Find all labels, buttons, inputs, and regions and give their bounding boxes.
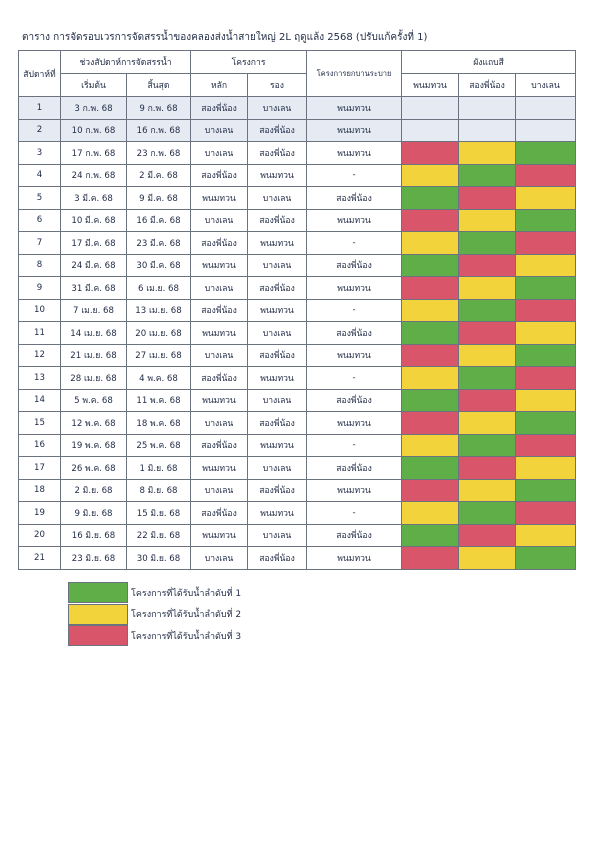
main-project-cell: สองพี่น้อง <box>191 367 248 390</box>
end-date-cell: 8 มิ.ย. 68 <box>127 479 191 502</box>
end-date-cell: 13 เม.ย. 68 <box>127 299 191 322</box>
color-cell-phanom-thuan <box>402 119 459 142</box>
secondary-project-cell: พนมทวน <box>248 434 307 457</box>
legend-label: โครงการที่ได้รับน้ำลำดับที่ 1 <box>131 588 242 599</box>
color-cell-song-phi-nong <box>459 524 516 547</box>
color-cell-phanom-thuan <box>402 434 459 457</box>
main-project-cell: สองพี่น้อง <box>191 164 248 187</box>
color-cell-song-phi-nong <box>459 142 516 165</box>
secondary-project-cell: สองพี่น้อง <box>248 209 307 232</box>
color-cell-song-phi-nong <box>459 209 516 232</box>
table-row <box>19 277 576 300</box>
legend-item <box>68 604 241 626</box>
page-title: ตาราง การจัดรอบเวรการจัดสรรน้ำของคลองส่งน้ำสายใหญ่ 2L ฤดูแล้ง 2568 (ปรับแก้ครั้งที่ 1) <box>22 32 428 43</box>
color-cell-song-phi-nong <box>459 412 516 435</box>
week-cell: 8 <box>19 254 61 277</box>
color-cell-bang-len <box>516 209 576 232</box>
color-cell-bang-len <box>516 277 576 300</box>
end-date-cell: 1 มิ.ย. 68 <box>127 457 191 480</box>
color-cell-phanom-thuan <box>402 502 459 525</box>
week-cell: 5 <box>19 187 61 210</box>
color-cell-bang-len <box>516 547 576 570</box>
drainage-project-cell: พนมทวน <box>307 277 402 300</box>
week-cell: 13 <box>19 367 61 390</box>
secondary-project-cell: บางเลน <box>248 187 307 210</box>
start-date-cell: 17 มี.ค. 68 <box>61 232 127 255</box>
color-cell-song-phi-nong <box>459 457 516 480</box>
week-cell: 10 <box>19 299 61 322</box>
table-row <box>19 367 576 390</box>
start-date-cell: 7 เม.ย. 68 <box>61 299 127 322</box>
secondary-project-cell: บางเลน <box>248 97 307 120</box>
drainage-project-cell: - <box>307 232 402 255</box>
end-date-cell: 2 มี.ค. 68 <box>127 164 191 187</box>
start-date-cell: 19 พ.ค. 68 <box>61 434 127 457</box>
week-cell: 20 <box>19 524 61 547</box>
legend-swatch <box>68 625 128 646</box>
color-cell-song-phi-nong <box>459 322 516 345</box>
start-date-cell: 26 พ.ค. 68 <box>61 457 127 480</box>
table-row <box>19 187 576 210</box>
secondary-project-cell: บางเลน <box>248 524 307 547</box>
color-cell-song-phi-nong <box>459 367 516 390</box>
table-row <box>19 524 576 547</box>
start-date-cell: 2 มิ.ย. 68 <box>61 479 127 502</box>
color-cell-bang-len <box>516 367 576 390</box>
header-main: หลัก <box>191 74 248 97</box>
color-cell-bang-len <box>516 232 576 255</box>
color-cell-phanom-thuan <box>402 412 459 435</box>
color-cell-song-phi-nong <box>459 299 516 322</box>
week-cell: 12 <box>19 344 61 367</box>
secondary-project-cell: พนมทวน <box>248 232 307 255</box>
drainage-project-cell: - <box>307 434 402 457</box>
secondary-project-cell: สองพี่น้อง <box>248 119 307 142</box>
week-cell: 9 <box>19 277 61 300</box>
header-zone-phanom-thuan: พนมทวน <box>402 74 459 97</box>
main-project-cell: บางเลน <box>191 209 248 232</box>
main-project-cell: สองพี่น้อง <box>191 232 248 255</box>
week-cell: 17 <box>19 457 61 480</box>
end-date-cell: 23 ก.พ. 68 <box>127 142 191 165</box>
color-cell-song-phi-nong <box>459 119 516 142</box>
drainage-project-cell: พนมทวน <box>307 344 402 367</box>
secondary-project-cell: บางเลน <box>248 322 307 345</box>
end-date-cell: 6 เม.ย. 68 <box>127 277 191 300</box>
color-cell-phanom-thuan <box>402 164 459 187</box>
color-cell-phanom-thuan <box>402 322 459 345</box>
header-color-band: ผังแถบสี <box>402 51 576 74</box>
table-row <box>19 412 576 435</box>
drainage-project-cell: - <box>307 367 402 390</box>
week-cell: 1 <box>19 97 61 120</box>
color-cell-song-phi-nong <box>459 434 516 457</box>
legend-item <box>68 625 241 647</box>
color-cell-bang-len <box>516 97 576 120</box>
drainage-project-cell: สองพี่น้อง <box>307 524 402 547</box>
week-cell: 18 <box>19 479 61 502</box>
table-row <box>19 322 576 345</box>
table-row <box>19 97 576 120</box>
color-cell-phanom-thuan <box>402 254 459 277</box>
week-cell: 14 <box>19 389 61 412</box>
end-date-cell: 9 ก.พ. 68 <box>127 97 191 120</box>
color-cell-phanom-thuan <box>402 232 459 255</box>
main-project-cell: พนมทวน <box>191 457 248 480</box>
start-date-cell: 24 ก.พ. 68 <box>61 164 127 187</box>
week-cell: 3 <box>19 142 61 165</box>
secondary-project-cell: สองพี่น้อง <box>248 547 307 570</box>
end-date-cell: 22 มิ.ย. 68 <box>127 524 191 547</box>
start-date-cell: 10 ก.พ. 68 <box>61 119 127 142</box>
main-project-cell: สองพี่น้อง <box>191 299 248 322</box>
color-cell-song-phi-nong <box>459 232 516 255</box>
color-cell-bang-len <box>516 299 576 322</box>
color-cell-song-phi-nong <box>459 277 516 300</box>
legend-item <box>68 582 241 604</box>
color-cell-phanom-thuan <box>402 209 459 232</box>
main-project-cell: บางเลน <box>191 412 248 435</box>
color-cell-song-phi-nong <box>459 187 516 210</box>
color-cell-song-phi-nong <box>459 479 516 502</box>
color-cell-phanom-thuan <box>402 367 459 390</box>
drainage-project-cell: สองพี่น้อง <box>307 322 402 345</box>
week-cell: 11 <box>19 322 61 345</box>
week-cell: 2 <box>19 119 61 142</box>
table-row <box>19 142 576 165</box>
color-cell-bang-len <box>516 434 576 457</box>
week-cell: 16 <box>19 434 61 457</box>
header-drainage: โครงการยกบานระบาย <box>307 51 402 97</box>
color-cell-song-phi-nong <box>459 547 516 570</box>
drainage-project-cell: พนมทวน <box>307 547 402 570</box>
header-week: สัปดาห์ที่ <box>19 51 61 97</box>
color-cell-bang-len <box>516 457 576 480</box>
drainage-project-cell: พนมทวน <box>307 142 402 165</box>
color-cell-bang-len <box>516 164 576 187</box>
header-start: เริ่มต้น <box>61 74 127 97</box>
color-cell-bang-len <box>516 254 576 277</box>
main-project-cell: พนมทวน <box>191 187 248 210</box>
end-date-cell: 16 มี.ค. 68 <box>127 209 191 232</box>
secondary-project-cell: สองพี่น้อง <box>248 344 307 367</box>
secondary-project-cell: สองพี่น้อง <box>248 479 307 502</box>
color-cell-song-phi-nong <box>459 502 516 525</box>
main-project-cell: สองพี่น้อง <box>191 502 248 525</box>
secondary-project-cell: บางเลน <box>248 254 307 277</box>
main-project-cell: สองพี่น้อง <box>191 434 248 457</box>
start-date-cell: 12 พ.ค. 68 <box>61 412 127 435</box>
start-date-cell: 21 เม.ย. 68 <box>61 344 127 367</box>
table-row <box>19 299 576 322</box>
color-cell-phanom-thuan <box>402 277 459 300</box>
drainage-project-cell: พนมทวน <box>307 412 402 435</box>
drainage-project-cell: สองพี่น้อง <box>307 254 402 277</box>
main-project-cell: พนมทวน <box>191 254 248 277</box>
end-date-cell: 30 มิ.ย. 68 <box>127 547 191 570</box>
header-zone-bang-len: บางเลน <box>516 74 576 97</box>
color-legend <box>68 582 241 647</box>
legend-swatch <box>68 582 128 603</box>
start-date-cell: 3 มี.ค. 68 <box>61 187 127 210</box>
end-date-cell: 20 เม.ย. 68 <box>127 322 191 345</box>
end-date-cell: 18 พ.ค. 68 <box>127 412 191 435</box>
color-cell-phanom-thuan <box>402 547 459 570</box>
color-cell-song-phi-nong <box>459 254 516 277</box>
start-date-cell: 24 มี.ค. 68 <box>61 254 127 277</box>
legend-swatch <box>68 604 128 625</box>
color-cell-bang-len <box>516 344 576 367</box>
color-cell-phanom-thuan <box>402 97 459 120</box>
color-cell-bang-len <box>516 524 576 547</box>
color-cell-bang-len <box>516 502 576 525</box>
color-cell-song-phi-nong <box>459 389 516 412</box>
secondary-project-cell: สองพี่น้อง <box>248 277 307 300</box>
main-project-cell: บางเลน <box>191 142 248 165</box>
week-cell: 4 <box>19 164 61 187</box>
table-row <box>19 457 576 480</box>
drainage-project-cell: พนมทวน <box>307 209 402 232</box>
main-project-cell: พนมทวน <box>191 524 248 547</box>
start-date-cell: 28 เม.ย. 68 <box>61 367 127 390</box>
header-secondary: รอง <box>248 74 307 97</box>
header-end: สิ้นสุด <box>127 74 191 97</box>
drainage-project-cell: สองพี่น้อง <box>307 187 402 210</box>
week-cell: 21 <box>19 547 61 570</box>
table-row <box>19 502 576 525</box>
start-date-cell: 5 พ.ค. 68 <box>61 389 127 412</box>
color-cell-bang-len <box>516 479 576 502</box>
main-project-cell: บางเลน <box>191 479 248 502</box>
secondary-project-cell: พนมทวน <box>248 502 307 525</box>
legend-label: โครงการที่ได้รับน้ำลำดับที่ 3 <box>131 631 242 642</box>
table-row <box>19 434 576 457</box>
header-period: ช่วงสัปดาห์การจัดสรรน้ำ <box>61 51 191 74</box>
start-date-cell: 3 ก.พ. 68 <box>61 97 127 120</box>
main-project-cell: บางเลน <box>191 277 248 300</box>
end-date-cell: 23 มี.ค. 68 <box>127 232 191 255</box>
table-row <box>19 164 576 187</box>
color-cell-song-phi-nong <box>459 344 516 367</box>
end-date-cell: 4 พ.ค. 68 <box>127 367 191 390</box>
end-date-cell: 27 เม.ย. 68 <box>127 344 191 367</box>
secondary-project-cell: บางเลน <box>248 457 307 480</box>
start-date-cell: 9 มิ.ย. 68 <box>61 502 127 525</box>
secondary-project-cell: พนมทวน <box>248 164 307 187</box>
end-date-cell: 30 มี.ค. 68 <box>127 254 191 277</box>
table-row <box>19 344 576 367</box>
main-project-cell: พนมทวน <box>191 389 248 412</box>
main-project-cell: สองพี่น้อง <box>191 97 248 120</box>
week-cell: 19 <box>19 502 61 525</box>
end-date-cell: 11 พ.ค. 68 <box>127 389 191 412</box>
color-cell-song-phi-nong <box>459 164 516 187</box>
color-cell-bang-len <box>516 389 576 412</box>
end-date-cell: 15 มิ.ย. 68 <box>127 502 191 525</box>
color-cell-phanom-thuan <box>402 142 459 165</box>
table-row <box>19 479 576 502</box>
color-cell-phanom-thuan <box>402 457 459 480</box>
end-date-cell: 9 มี.ค. 68 <box>127 187 191 210</box>
start-date-cell: 17 ก.พ. 68 <box>61 142 127 165</box>
start-date-cell: 16 มิ.ย. 68 <box>61 524 127 547</box>
color-cell-phanom-thuan <box>402 344 459 367</box>
color-cell-phanom-thuan <box>402 299 459 322</box>
main-project-cell: บางเลน <box>191 547 248 570</box>
drainage-project-cell: พนมทวน <box>307 479 402 502</box>
end-date-cell: 25 พ.ค. 68 <box>127 434 191 457</box>
table-row <box>19 119 576 142</box>
color-cell-phanom-thuan <box>402 187 459 210</box>
secondary-project-cell: พนมทวน <box>248 299 307 322</box>
drainage-project-cell: - <box>307 164 402 187</box>
table-row <box>19 389 576 412</box>
drainage-project-cell: พนมทวน <box>307 119 402 142</box>
start-date-cell: 14 เม.ย. 68 <box>61 322 127 345</box>
color-cell-bang-len <box>516 142 576 165</box>
main-project-cell: บางเลน <box>191 119 248 142</box>
end-date-cell: 16 ก.พ. 68 <box>127 119 191 142</box>
header-project: โครงการ <box>191 51 307 74</box>
color-cell-bang-len <box>516 412 576 435</box>
color-cell-phanom-thuan <box>402 389 459 412</box>
legend-label: โครงการที่ได้รับน้ำลำดับที่ 2 <box>131 610 242 621</box>
table-row <box>19 232 576 255</box>
table-row <box>19 547 576 570</box>
main-project-cell: พนมทวน <box>191 322 248 345</box>
color-cell-bang-len <box>516 187 576 210</box>
secondary-project-cell: บางเลน <box>248 389 307 412</box>
drainage-project-cell: สองพี่น้อง <box>307 389 402 412</box>
color-cell-phanom-thuan <box>402 479 459 502</box>
secondary-project-cell: สองพี่น้อง <box>248 412 307 435</box>
color-cell-bang-len <box>516 119 576 142</box>
drainage-project-cell: - <box>307 299 402 322</box>
week-cell: 6 <box>19 209 61 232</box>
secondary-project-cell: สองพี่น้อง <box>248 142 307 165</box>
color-cell-song-phi-nong <box>459 97 516 120</box>
header-zone-song-phi-nong: สองพี่น้อง <box>459 74 516 97</box>
main-project-cell: บางเลน <box>191 344 248 367</box>
table-header <box>19 51 576 97</box>
start-date-cell: 10 มี.ค. 68 <box>61 209 127 232</box>
week-cell: 7 <box>19 232 61 255</box>
table-body <box>19 97 576 570</box>
color-cell-phanom-thuan <box>402 524 459 547</box>
secondary-project-cell: พนมทวน <box>248 367 307 390</box>
start-date-cell: 23 มิ.ย. 68 <box>61 547 127 570</box>
drainage-project-cell: - <box>307 502 402 525</box>
week-cell: 15 <box>19 412 61 435</box>
start-date-cell: 31 มี.ค. 68 <box>61 277 127 300</box>
table-row <box>19 209 576 232</box>
table-row <box>19 254 576 277</box>
color-cell-bang-len <box>516 322 576 345</box>
drainage-project-cell: สองพี่น้อง <box>307 457 402 480</box>
drainage-project-cell: พนมทวน <box>307 97 402 120</box>
allocation-schedule-table <box>18 50 576 570</box>
